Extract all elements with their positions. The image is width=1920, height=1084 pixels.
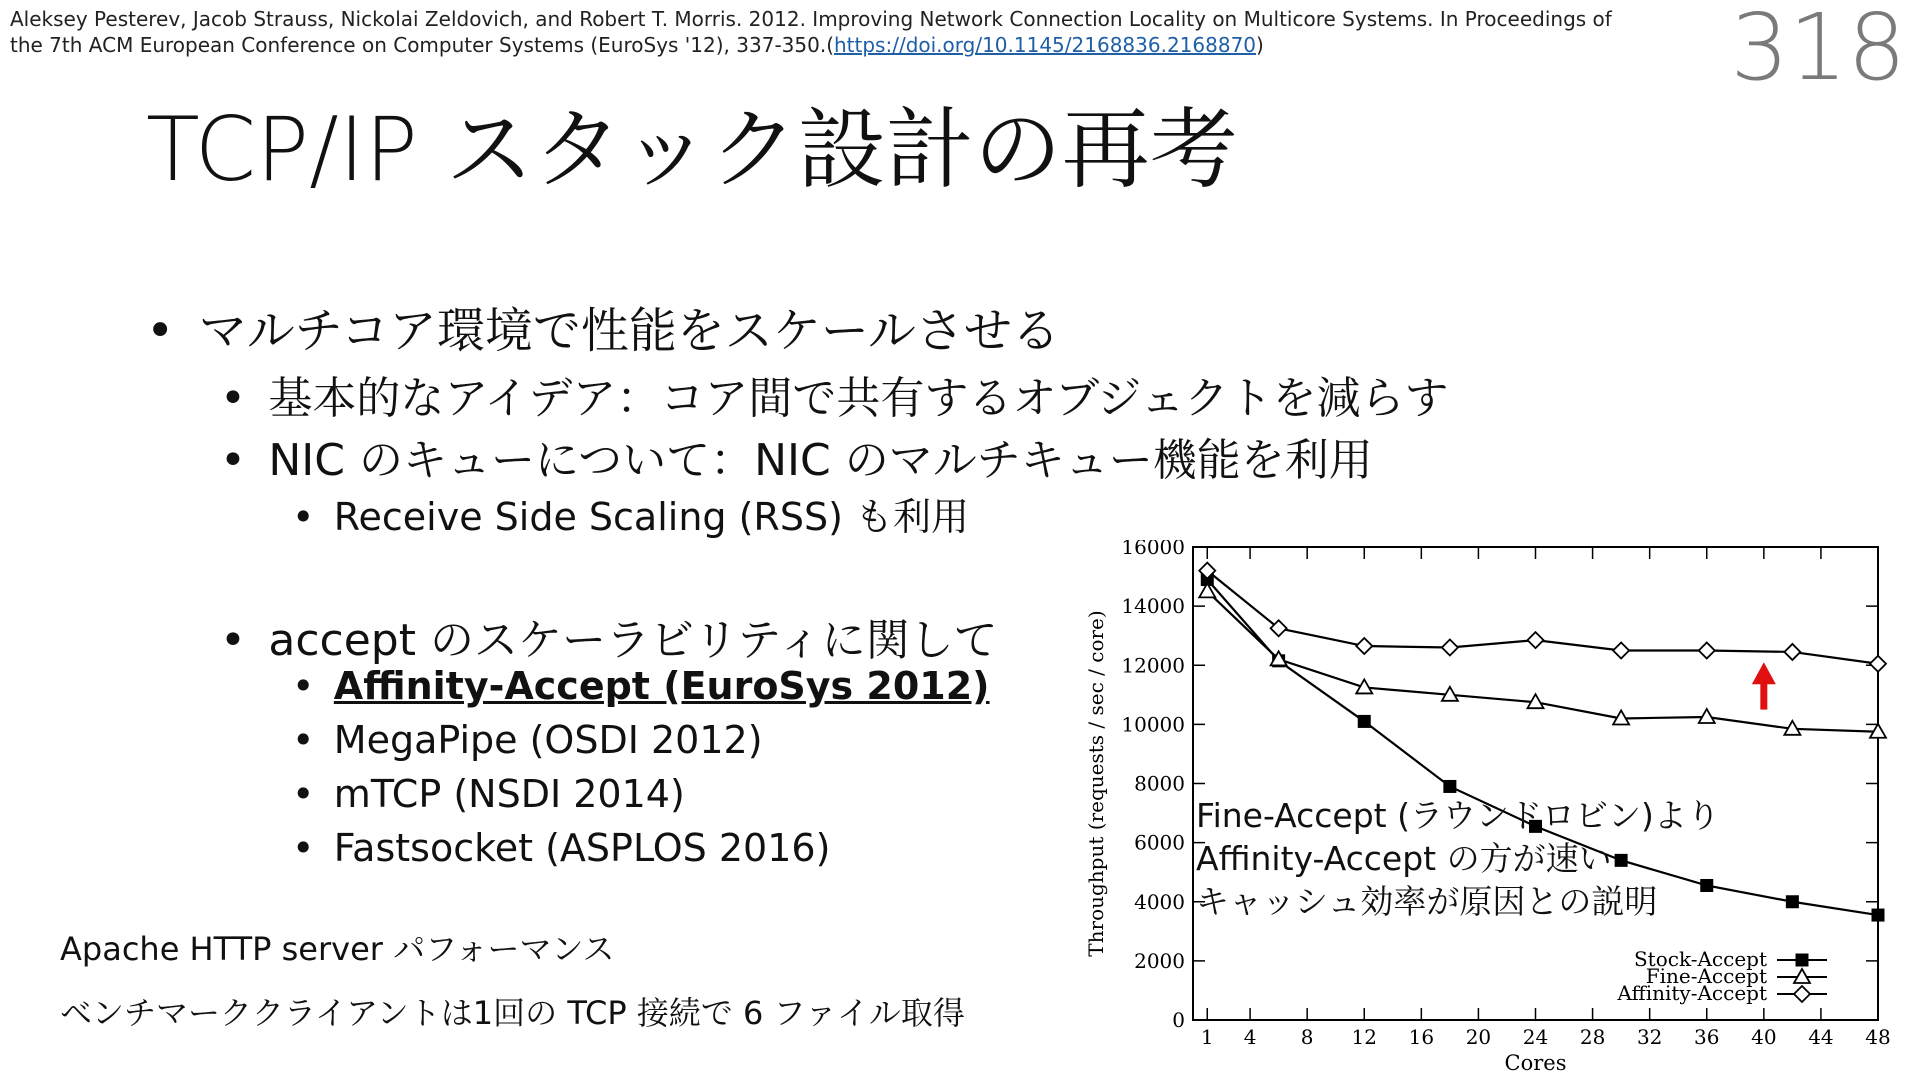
x-tick-label: 44 [1808, 1025, 1834, 1049]
x-tick-label: 1 [1200, 1025, 1214, 1049]
y-tick-label: 4000 [1134, 889, 1185, 914]
data-point-stock-accept [1872, 909, 1884, 921]
bullet-main-text: マルチコア環境で性能をスケールさせる [198, 303, 1060, 359]
series-line-affinity-accept [1207, 571, 1878, 664]
bullet-sub-3-item-3-text: mTCP (NSDI 2014) [333, 772, 685, 816]
y-tick-label: 6000 [1134, 830, 1185, 855]
y-tick-label: 10000 [1121, 712, 1185, 737]
x-axis-label: Cores [1504, 1051, 1567, 1075]
legend-label-affinity-accept: Affinity-Accept [1617, 981, 1767, 1005]
x-tick-label: 28 [1579, 1025, 1606, 1049]
y-tick-label: 2000 [1134, 948, 1185, 973]
y-tick-label: 16000 [1121, 540, 1185, 559]
plot-frame [1193, 547, 1878, 1020]
reference-line-2 [10, 32, 1750, 58]
doi-link[interactable]: https://doi.org/10.1145/2168836.2168870 [834, 33, 1257, 57]
bullet-sub-3-item-1 [292, 664, 990, 708]
bullet-sub-3-item-1-text: Affinity-Accept (EuroSys 2012) [333, 664, 990, 708]
reference-line-1: Aleksey Pesterev, Jacob Strauss, Nickolai Zeldovich, and Robert T. Morris. 2012. Improving Network Connection Locality on Multicore Systems. In Proceedings of [10, 7, 1612, 31]
x-tick-label: 48 [1865, 1025, 1891, 1049]
bullet-sub-3-item-4 [292, 826, 830, 870]
bullet-marker: • [220, 435, 246, 486]
bullet-sub-3-item-3 [292, 772, 685, 816]
bullet-sub-2-text: NIC のキューについて：NIC のマルチキュー機能を利用 [268, 435, 1373, 486]
y-axis-label: Throughput (requests / sec / core) [1084, 610, 1108, 957]
bullet-main [146, 292, 1060, 361]
bullet-marker: • [292, 772, 315, 816]
bullet-sub-3-item-2 [292, 718, 763, 762]
y-tick-label: 0 [1172, 1008, 1185, 1032]
bullet-sub-3-item-4-text: Fastsocket (ASPLOS 2016) [333, 826, 831, 870]
chart-annotation-line-3: キャッシュ効率が原因との説明 [1196, 882, 1658, 921]
y-tick-label: 12000 [1121, 653, 1185, 678]
bullet-sub-1-text: 基本的なアイデア：コア間で共有するオブジェクトを減らす [268, 373, 1449, 424]
bullet-sub-3 [220, 604, 998, 668]
bullet-marker: • [146, 303, 175, 359]
legend-label-fine-accept: Fine-Accept [1645, 964, 1767, 988]
x-tick-label: 32 [1636, 1025, 1663, 1049]
data-point-affinity-accept [1613, 642, 1629, 658]
x-tick-label: 20 [1465, 1025, 1492, 1049]
bullet-marker: • [220, 373, 246, 424]
data-point-affinity-accept [1528, 632, 1544, 648]
bullet-marker: • [220, 615, 246, 666]
note-apache: Apache HTTP server パフォーマンス [60, 930, 615, 968]
bullet-sub-3-item-2-text: MegaPipe (OSDI 2012) [333, 718, 763, 762]
reference-citation [10, 6, 1750, 58]
bullet-marker: • [292, 495, 315, 539]
y-tick-label: 14000 [1121, 594, 1185, 619]
legend-marker-stock-accept [1796, 954, 1808, 966]
x-tick-label: 40 [1751, 1025, 1777, 1049]
data-point-affinity-accept [1442, 640, 1458, 656]
bullet-sub-2 [220, 424, 1373, 488]
x-tick-label: 36 [1694, 1025, 1720, 1049]
x-tick-label: 4 [1243, 1025, 1257, 1049]
x-tick-label: 24 [1522, 1025, 1549, 1049]
chart-annotation-line-1: Fine-Accept (ラウンドロビン)より [1196, 796, 1720, 835]
data-point-affinity-accept [1784, 644, 1800, 660]
data-point-affinity-accept [1356, 638, 1372, 654]
chart-annotation [1196, 794, 1720, 923]
reference-line-2-prefix: the 7th ACM European Conference on Computer Systems (EuroSys '12), 337-350.( [10, 33, 834, 57]
data-point-affinity-accept [1870, 656, 1886, 672]
bullet-marker: • [292, 718, 315, 762]
x-tick-label: 8 [1300, 1025, 1314, 1049]
data-point-stock-accept [1358, 715, 1370, 727]
bullet-sub-2-1 [292, 486, 969, 541]
data-point-affinity-accept [1699, 642, 1715, 658]
note-benchmark: ベンチマーククライアントは1回の TCP 接続で 6 ファイル取得 [60, 994, 965, 1032]
up-arrow-head-icon [1752, 662, 1776, 684]
data-point-stock-accept [1444, 780, 1456, 792]
bullet-sub-2-1-text: Receive Side Scaling (RSS) も利用 [333, 495, 969, 539]
bullet-marker: • [292, 664, 315, 708]
legend-label-stock-accept: Stock-Accept [1633, 947, 1767, 971]
x-tick-label: 16 [1408, 1025, 1435, 1049]
x-tick-label: 12 [1351, 1025, 1377, 1049]
y-tick-label: 8000 [1134, 771, 1185, 796]
bullet-marker: • [292, 826, 315, 870]
data-point-stock-accept [1786, 896, 1798, 908]
page-number: 318 [1730, 0, 1906, 101]
chart-annotation-line-2: Affinity-Accept の方が速い [1196, 839, 1612, 878]
reference-line-2-suffix: ) [1256, 33, 1264, 57]
legend-marker-affinity-accept [1794, 986, 1810, 1002]
slide-title: TCP/IP スタック設計の再考 [146, 98, 1238, 201]
bullet-sub-3-text: accept のスケーラビリティに関して [268, 615, 998, 666]
series-line-fine-accept [1207, 591, 1878, 731]
bullet-sub-1 [220, 362, 1448, 426]
